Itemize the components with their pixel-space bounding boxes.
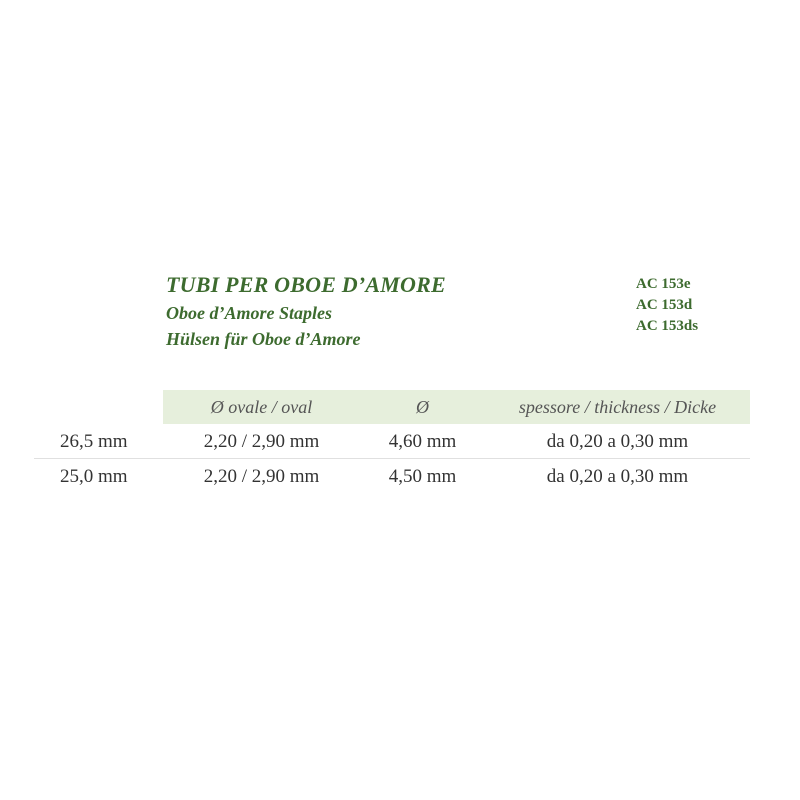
cell-thickness: da 0,20 a 0,30 mm (546, 466, 689, 487)
product-title: TUBI PER OBOE D’AMORE (166, 272, 446, 297)
product-title-english: Oboe d’Amore Staples (166, 303, 332, 323)
cell-length: 25,0 mm (60, 466, 128, 487)
header-diameter: Ø (416, 397, 429, 417)
cell-oval: 2,20 / 2,90 mm (203, 431, 320, 452)
table-row (0, 424, 750, 459)
product-codes (636, 274, 698, 337)
title-block (166, 270, 446, 352)
header-oval-diameter: Ø ovale / oval (210, 397, 313, 417)
product-title-german: Hülsen für Oboe d’Amore (166, 329, 361, 349)
product-code: AC 153ds (636, 318, 699, 334)
cell-diameter: 4,50 mm (388, 466, 457, 487)
table-row (0, 459, 750, 494)
cell-diameter: 4,60 mm (388, 431, 457, 452)
product-code: AC 153d (636, 297, 693, 313)
product-code: AC 153e (636, 276, 691, 292)
table-header (163, 390, 750, 424)
cell-thickness: da 0,20 a 0,30 mm (546, 431, 689, 452)
cell-oval: 2,20 / 2,90 mm (203, 466, 320, 487)
header-thickness: spessore / thickness / Dicke (518, 397, 717, 417)
cell-length: 26,5 mm (60, 431, 128, 452)
